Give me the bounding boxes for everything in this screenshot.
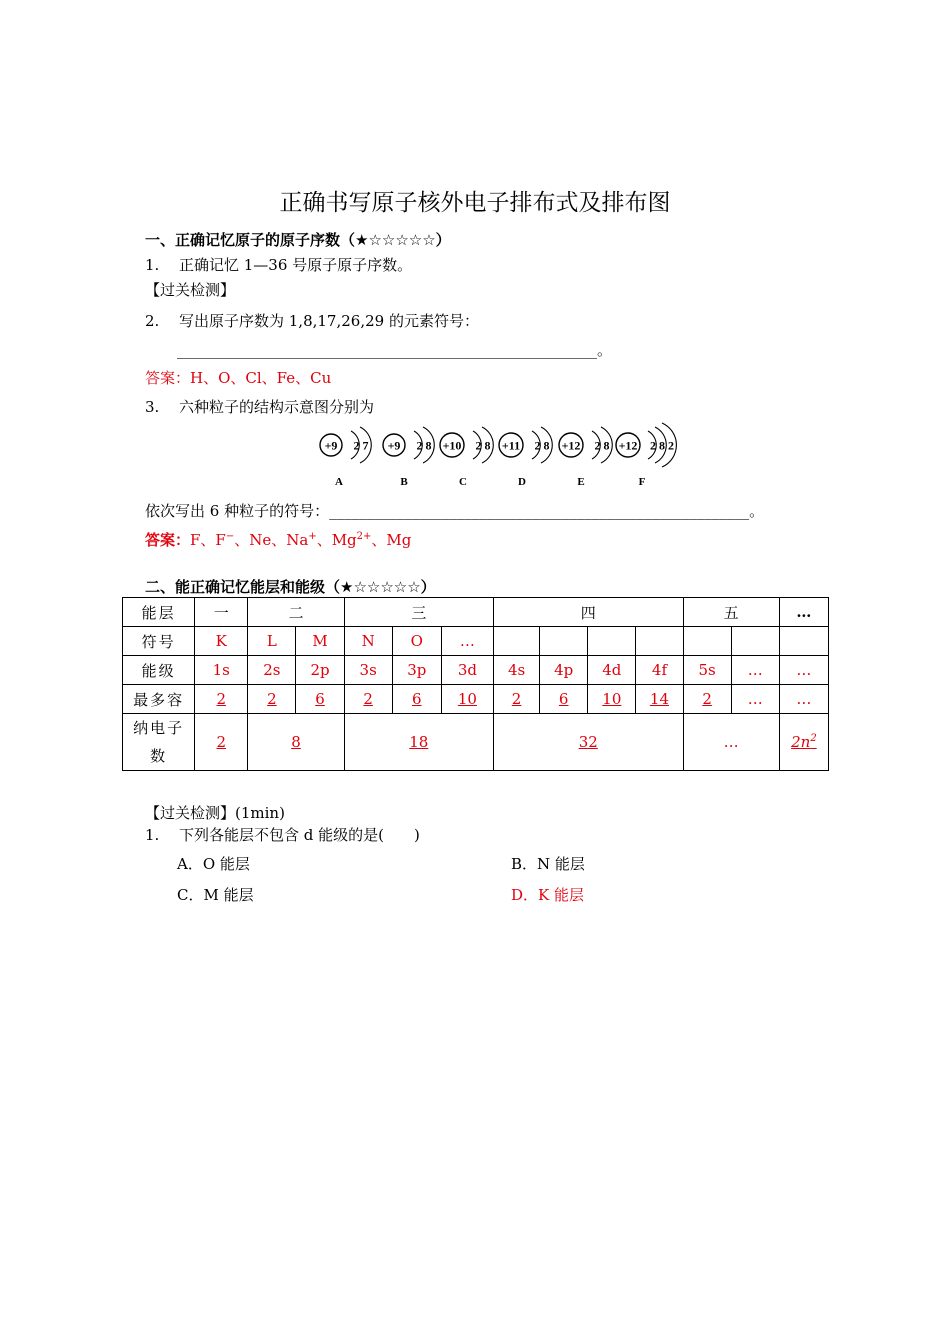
sublevel-max: 2 — [216, 690, 227, 708]
sublevel-max: 2 — [363, 690, 373, 708]
sublevel-max: 10 — [602, 690, 622, 708]
row-label-max-1: 最多容 — [123, 685, 195, 714]
atom-B — [383, 427, 434, 488]
layer-cell: 一 — [195, 598, 248, 627]
layer-cell: 四 — [494, 598, 684, 627]
sublevel-cell: 2s — [248, 656, 296, 685]
sublevel-cell: 4s — [494, 656, 540, 685]
atom-label: E — [577, 476, 585, 488]
sublevel-max: 10 — [457, 690, 477, 708]
atom-nucleus: +12 — [618, 438, 638, 453]
sublevel-max: 14 — [649, 690, 669, 708]
atom-label: A — [335, 476, 343, 488]
atom-nucleus: +11 — [501, 438, 521, 453]
symbol-cell: N — [344, 627, 392, 656]
atom-E — [559, 427, 612, 488]
option-d[interactable]: D．K 能层 — [511, 886, 585, 904]
item3-prompt: 依次写出 6 种粒子的符号： — [145, 502, 330, 520]
atom-shells: 2 8 — [475, 438, 491, 453]
quiz-number: 1. — [145, 826, 160, 844]
sublevel-cell: 3d — [441, 656, 493, 685]
item1 — [145, 254, 412, 275]
symbol-cell: O — [392, 627, 441, 656]
row-label-layer: 能层 — [123, 598, 195, 627]
quiz-text: 下列各能层不包含 d 能级的是( ) — [179, 826, 420, 844]
sublevel-max: 2 — [511, 690, 522, 708]
option-b[interactable]: B．N 能层 — [511, 855, 585, 873]
sublevel-max: 6 — [558, 690, 569, 708]
symbol-cell: M — [296, 627, 344, 656]
section1-heading: 一、正确记忆原子的原子序数（★☆☆☆☆☆） — [145, 231, 451, 249]
item3-text: 六种粒子的结构示意图分别为 — [179, 398, 375, 416]
sublevel-cell: … — [731, 656, 779, 685]
atom-shells: 2 8 — [416, 438, 432, 453]
atom-nucleus: +10 — [442, 438, 462, 453]
layer-cell: 三 — [344, 598, 493, 627]
quiz-check-label: 【过关检测】(1min) — [145, 804, 285, 822]
layer-cell: 二 — [248, 598, 344, 627]
table-row-layers — [123, 598, 829, 627]
row-label-sublevel: 能级 — [123, 656, 195, 685]
symbol-cell: L — [248, 627, 296, 656]
sublevel-max: 6 — [412, 690, 422, 708]
sublevel-cell: 4f — [636, 656, 683, 685]
sublevel-cell: 5s — [683, 656, 731, 685]
item2-blank: ________________________________________________________。 — [177, 341, 613, 359]
layer-max: 8 — [291, 733, 301, 751]
answer2: 答案：H、O、Cl、Fe、Cu — [145, 369, 332, 387]
sublevel-max: 2 — [267, 690, 277, 708]
item2 — [145, 310, 479, 331]
layer-max: … — [683, 714, 779, 771]
atom-shells: 2 8 — [594, 438, 610, 453]
table-row-layer-max — [123, 714, 829, 771]
atom-label: D — [518, 476, 526, 488]
sublevel-max: 2 — [702, 690, 712, 708]
layer-max: 2 — [216, 733, 227, 751]
sublevel-max: … — [731, 685, 779, 714]
symbol-cell: K — [195, 627, 248, 656]
item3-prompt-line — [145, 500, 764, 521]
section2-heading: 二、能正确记忆能层和能级（★☆☆☆☆☆） — [145, 578, 436, 596]
sublevel-cell: 2p — [296, 656, 344, 685]
table-row-symbols — [123, 627, 829, 656]
item2-number: 2. — [145, 312, 160, 330]
atom-shells: 2 8 2 — [650, 438, 674, 453]
sublevel-cell: 1s — [195, 656, 248, 685]
atom-shells: 2 7 — [353, 438, 369, 453]
atom-label: B — [400, 476, 408, 488]
symbol-cell: … — [441, 627, 493, 656]
layer-cell: … — [779, 598, 828, 627]
layer-max-formula: $2n^2$ — [791, 733, 817, 751]
item3-number: 3. — [145, 398, 160, 416]
row-label-symbol: 符号 — [123, 627, 195, 656]
sublevel-max: … — [779, 685, 828, 714]
atom-C — [440, 427, 493, 488]
atom-A — [320, 427, 371, 488]
atom-shells: 2 8 — [534, 438, 550, 453]
page-title: 正确书写原子核外电子排布式及排布图 — [279, 190, 671, 216]
table-row-sublevels — [123, 656, 829, 685]
quiz-question — [145, 824, 420, 845]
sublevel-cell: 4d — [588, 656, 636, 685]
sublevel-cell: 3s — [344, 656, 392, 685]
item2-text: 写出原子序数为 1,8,17,26,29 的元素符号： — [179, 312, 479, 330]
energy-level-table — [122, 597, 829, 771]
atom-F — [616, 423, 676, 488]
option-a[interactable]: A．O 能层 — [177, 855, 250, 873]
atom-nucleus: +12 — [561, 438, 581, 453]
atom-structure-diagrams — [314, 412, 684, 490]
layer-max: 32 — [578, 733, 598, 751]
atom-label: F — [638, 476, 646, 488]
item1-text: 正确记忆 1—36 号原子原子序数。 — [179, 256, 413, 274]
option-c[interactable]: C．M 能层 — [177, 886, 254, 904]
sublevel-cell: 3p — [392, 656, 441, 685]
atom-nucleus: +9 — [387, 438, 401, 453]
atom-nucleus: +9 — [324, 438, 338, 453]
atom-D — [499, 427, 552, 488]
sublevel-max: 6 — [315, 690, 325, 708]
layer-cell: 五 — [683, 598, 779, 627]
table-row-sublevel-max — [123, 685, 829, 714]
sublevel-cell: 4p — [540, 656, 588, 685]
check-label-1: 【过关检测】 — [145, 281, 236, 299]
row-label-max-2: 纳电子 数 — [123, 714, 195, 771]
item1-number: 1. — [145, 256, 160, 274]
answer3-label: 答案： — [145, 531, 191, 549]
item3-blank: ________________________________________________________。 — [329, 502, 765, 520]
sublevel-cell: … — [779, 656, 828, 685]
answer3: 答案：F、F−、Ne、Na+、$Mg^{2+}$、Mg — [145, 531, 412, 549]
atom-label: C — [459, 476, 467, 488]
layer-max: 18 — [409, 733, 429, 751]
